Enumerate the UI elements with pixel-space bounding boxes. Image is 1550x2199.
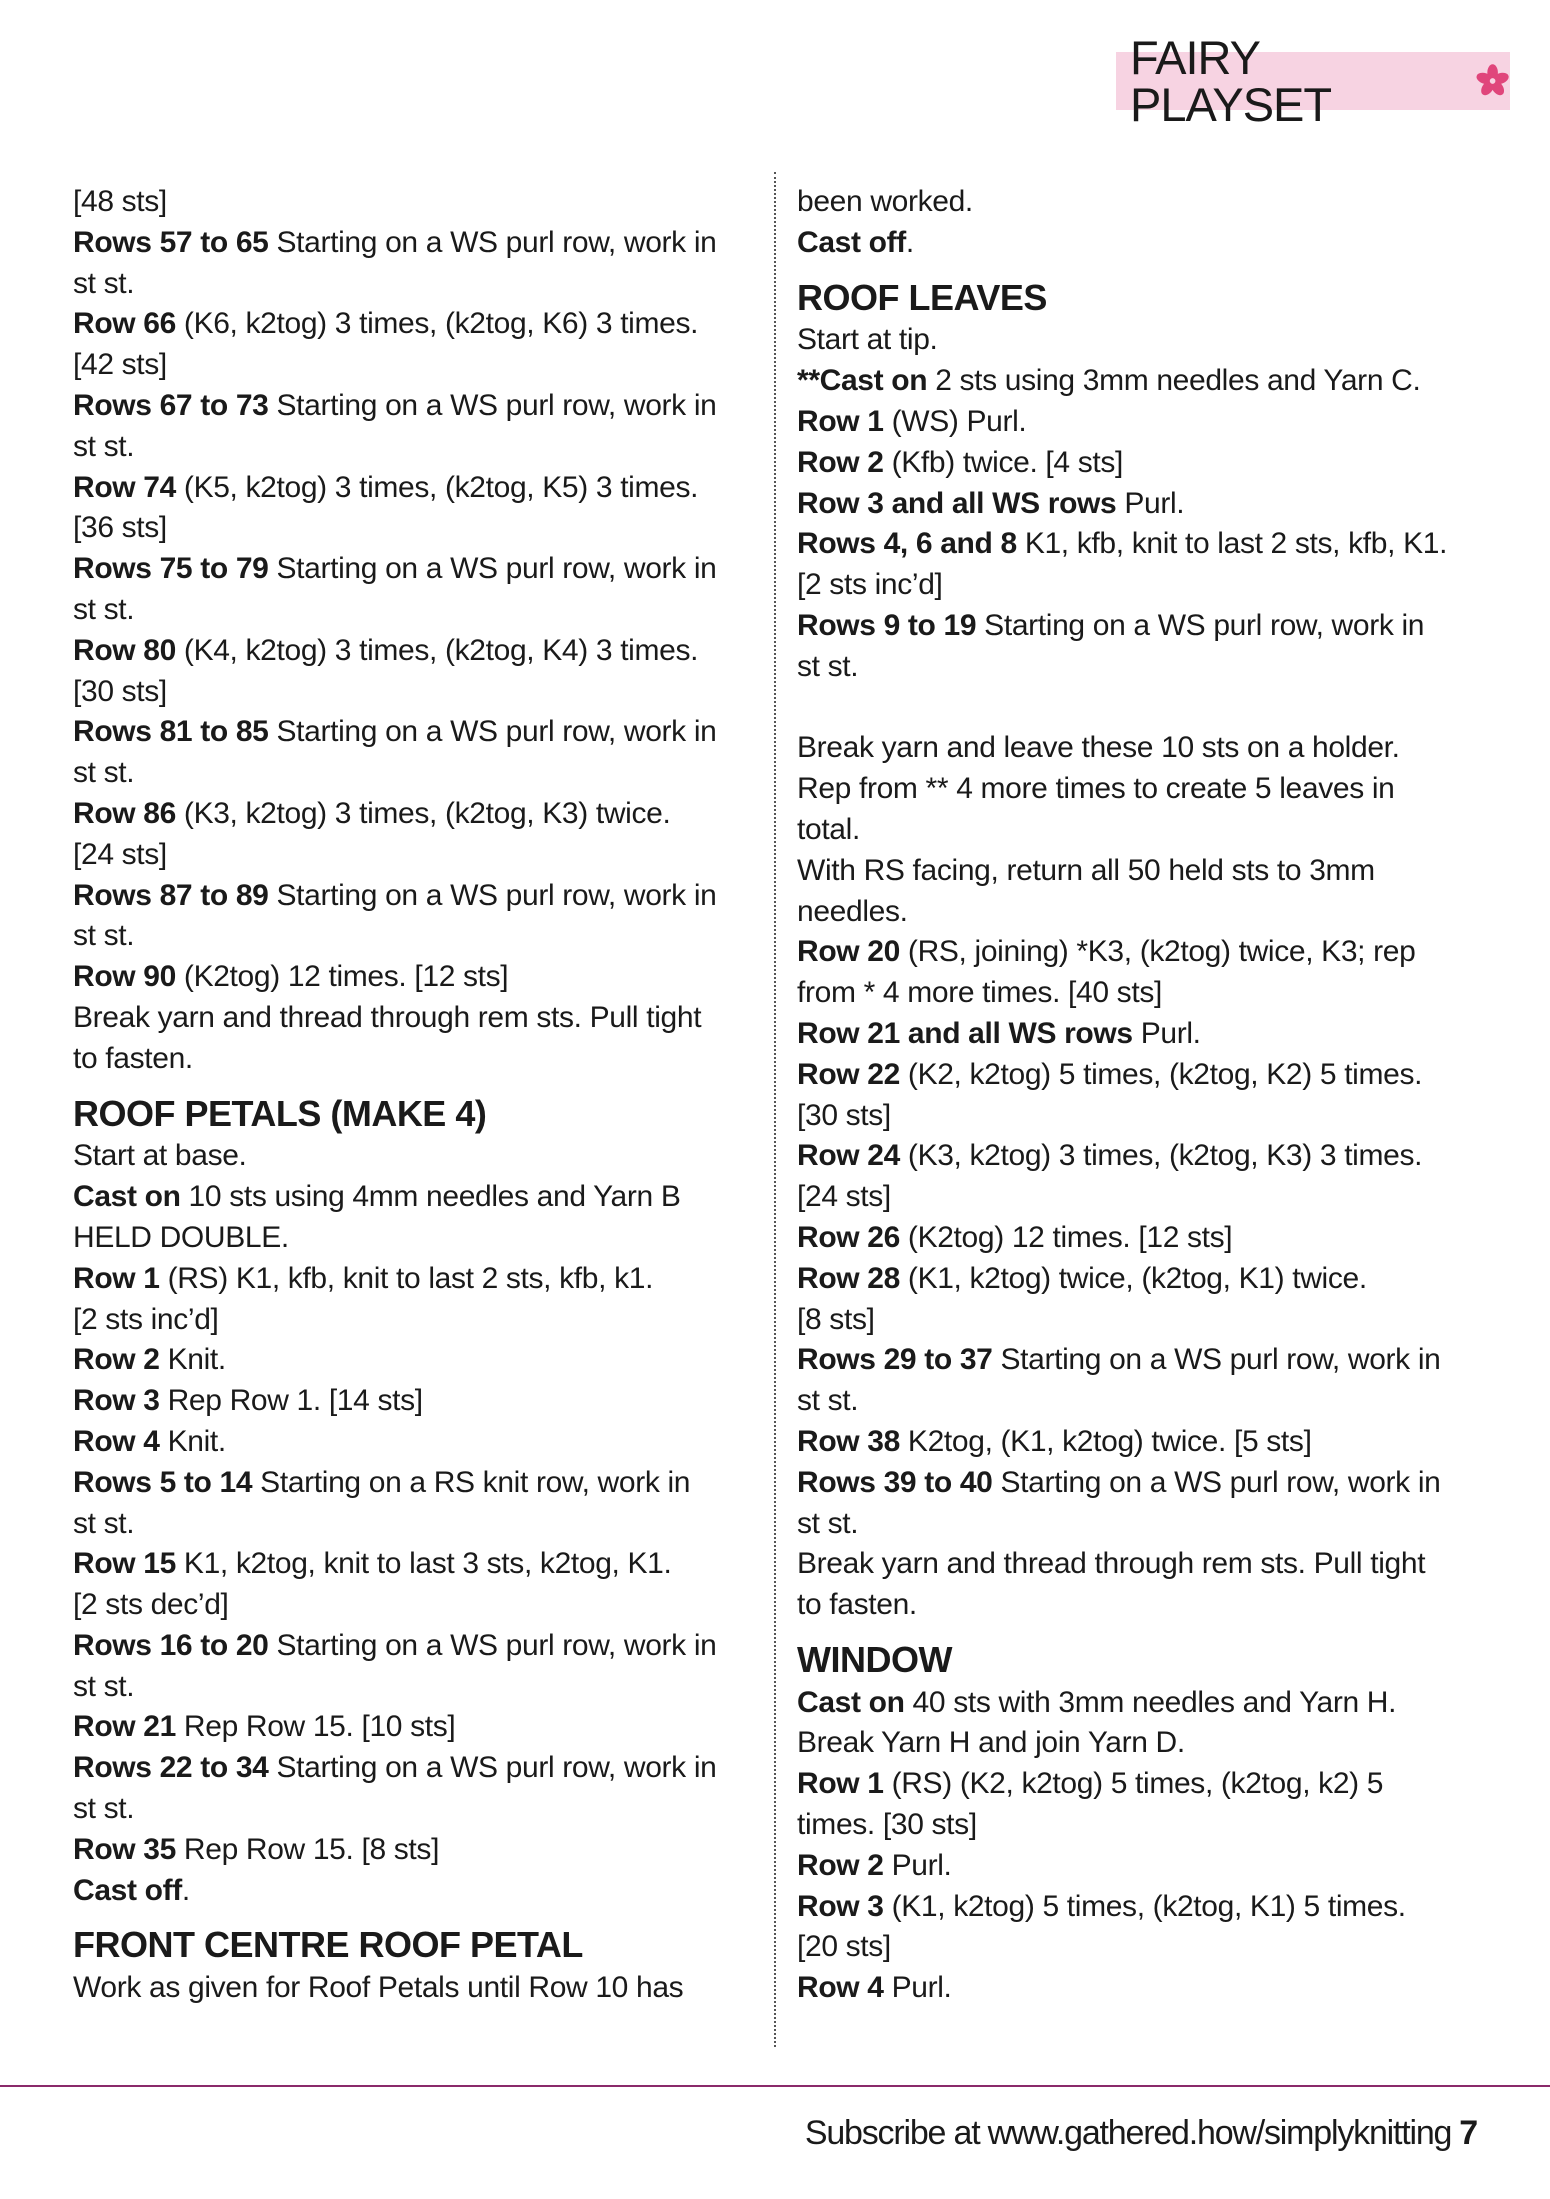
instruction-line (73, 223, 763, 264)
instruction-text: With RS facing, return all 50 held sts to 3mm (797, 853, 1375, 887)
instruction-line (797, 484, 1487, 525)
instruction-line (797, 1218, 1487, 1259)
instruction-line (797, 402, 1487, 443)
row-label: Row 2 (797, 445, 884, 479)
instruction-line (797, 1927, 1487, 1968)
row-label: Rows 9 to 19 (797, 608, 977, 642)
instruction-text: 2 sts using 3mm needles and Yarn C. (927, 364, 1421, 398)
instruction-line (797, 973, 1487, 1014)
row-label: Row 2 (73, 1343, 160, 1377)
instruction-text: Start at tip. (797, 323, 938, 357)
instruction-line (797, 1504, 1487, 1545)
instruction-text: been worked. (797, 185, 973, 218)
instruction-text: Break yarn and thread through rem sts. Pull tight (73, 1000, 702, 1034)
instruction-line (73, 182, 763, 223)
row-label: **Cast on (797, 364, 928, 398)
row-label: Rows 4, 6 and 8 (797, 527, 1017, 561)
instruction-text: Knit. (159, 1424, 226, 1458)
instruction-text: Knit. (159, 1343, 226, 1377)
instruction-text: [36 sts] (73, 511, 167, 545)
instruction-text: Starting on a WS purl row, work in (992, 1465, 1441, 1499)
row-label: Cast off (797, 225, 906, 259)
instruction-text: [20 sts] (797, 1930, 891, 1964)
instruction-line (73, 1707, 763, 1748)
instruction-text: (K2, k2tog) 5 times, (k2tog, K2) 5 times. (899, 1057, 1423, 1091)
footer (805, 2114, 1477, 2153)
instruction-line (797, 1259, 1487, 1300)
instruction-text: . (181, 1873, 190, 1907)
instruction-line (797, 810, 1487, 851)
row-label: Rows 81 to 85 (73, 715, 269, 749)
instruction-text: st st. (797, 1384, 859, 1418)
instruction-line (73, 631, 763, 672)
row-label: Row 2 (797, 1848, 884, 1882)
row-label: Row 38 (797, 1424, 900, 1458)
row-label: Row 1 (73, 1261, 160, 1295)
instruction-line (73, 386, 763, 427)
instruction-line (73, 712, 763, 753)
instruction-line (73, 1039, 763, 1080)
instruction-text: st st. (797, 649, 859, 683)
instruction-line (73, 957, 763, 998)
instruction-line (797, 769, 1487, 810)
instruction-text: [24 sts] (797, 1180, 891, 1214)
instruction-text: K1, k2tog, knit to last 3 sts, k2tog, K1. (175, 1547, 672, 1581)
instruction-line (797, 1300, 1487, 1341)
instruction-line (797, 851, 1487, 892)
row-label: Row 80 (73, 633, 176, 667)
instruction-text: 40 sts with 3mm needles and Yarn H. (904, 1685, 1397, 1719)
instruction-line (73, 1136, 763, 1177)
instruction-text: HELD DOUBLE. (73, 1220, 289, 1254)
row-label: Rows 39 to 40 (797, 1465, 993, 1499)
instruction-text: (K2tog) 12 times. [12 sts] (175, 960, 509, 994)
instruction-line (797, 1177, 1487, 1218)
row-label: Cast on (797, 1685, 905, 1719)
instruction-text: [30 sts] (73, 674, 167, 708)
row-label: Rows 16 to 20 (73, 1628, 269, 1662)
instruction-text: (K3, k2tog) 3 times, (k2tog, K3) twice. (175, 796, 671, 830)
row-label: Row 21 and all WS rows (797, 1016, 1133, 1050)
instruction-text: st st. (73, 919, 135, 953)
row-label: Row 3 (797, 1889, 884, 1923)
instruction-text: Purl. (1116, 486, 1185, 520)
instruction-line (73, 998, 763, 1039)
instruction-text: st st. (73, 1792, 135, 1826)
instruction-line (797, 1723, 1487, 1764)
instruction-line (797, 182, 1487, 223)
left-column (73, 182, 763, 2009)
instruction-line (73, 1218, 763, 1259)
instruction-text: (RS) (K2, k2tog) 5 times, (k2tog, k2) 5 (883, 1767, 1384, 1801)
row-label: Row 4 (797, 1971, 884, 2005)
instruction-line (73, 264, 763, 305)
instruction-text: st st. (73, 266, 135, 300)
instruction-text: Rep Row 15. [8 sts] (175, 1832, 440, 1866)
row-label: Row 24 (797, 1139, 900, 1173)
instruction-text: st st. (797, 1506, 859, 1540)
instruction-text: Rep Row 15. [10 sts] (175, 1710, 456, 1744)
instruction-line (73, 876, 763, 917)
instruction-text: (WS) Purl. (883, 404, 1027, 438)
instruction-line (73, 1626, 763, 1667)
instruction-line (73, 427, 763, 468)
row-label: Row 74 (73, 470, 176, 504)
row-label: Row 4 (73, 1424, 160, 1458)
instruction-text: st st. (73, 592, 135, 626)
instruction-text: K2tog, (K1, k2tog) twice. [5 sts] (899, 1424, 1312, 1458)
instruction-line (797, 1422, 1487, 1463)
section-heading: ROOF PETALS (MAKE 4) (73, 1092, 487, 1134)
instruction-line (797, 647, 1487, 688)
instruction-line (73, 468, 763, 509)
instruction-text: [42 sts] (73, 348, 167, 382)
instruction-line (73, 304, 763, 345)
instruction-text: [2 sts inc’d] (73, 1302, 219, 1336)
instruction-text: st st. (73, 429, 135, 463)
instruction-text: needles. (797, 894, 908, 928)
instruction-text: [30 sts] (797, 1098, 891, 1132)
instruction-line (73, 1340, 763, 1381)
row-label: Row 20 (797, 935, 900, 969)
instruction-text: Starting on a WS purl row, work in (268, 552, 717, 586)
row-label: Row 3 and all WS rows (797, 486, 1117, 520)
row-label: Rows 87 to 89 (73, 878, 269, 912)
row-label: Row 21 (73, 1710, 176, 1744)
instruction-line (797, 606, 1487, 647)
instruction-text: Starting on a WS purl row, work in (976, 608, 1425, 642)
row-label: Rows 57 to 65 (73, 225, 269, 259)
instruction-text: (K6, k2tog) 3 times, (k2tog, K6) 3 times. (175, 307, 699, 341)
instruction-line (73, 1463, 763, 1504)
instruction-text: Purl. (1132, 1016, 1201, 1050)
instruction-line (797, 1463, 1487, 1504)
instruction-text: from * 4 more times. [40 sts] (797, 976, 1162, 1010)
instruction-line (73, 1667, 763, 1708)
row-label: Row 1 (797, 404, 884, 438)
instruction-text: 10 sts using 4mm needles and Yarn B (180, 1180, 681, 1214)
instruction-line (73, 1789, 763, 1830)
row-label: Rows 5 to 14 (73, 1465, 253, 1499)
instruction-line (73, 916, 763, 957)
row-label: Row 86 (73, 796, 176, 830)
row-label: Cast off (73, 1873, 182, 1907)
instruction-text: Starting on a WS purl row, work in (268, 388, 717, 422)
instruction-line (73, 549, 763, 590)
instruction-line (73, 1871, 763, 1912)
instruction-line (73, 1544, 763, 1585)
row-label: Row 28 (797, 1261, 900, 1295)
instruction-line (73, 1585, 763, 1626)
row-label: Row 22 (797, 1057, 900, 1091)
instruction-text: Work as given for Roof Petals until Row 10 has (73, 1971, 684, 2005)
instruction-text: Break yarn and thread through rem sts. Pull tight (797, 1547, 1426, 1581)
instruction-text: Starting on a WS purl row, work in (268, 1628, 717, 1662)
instruction-text: Starting on a RS knit row, work in (252, 1465, 691, 1499)
instruction-text: [24 sts] (73, 837, 167, 871)
instruction-line (73, 1504, 763, 1545)
instruction-text: (RS) K1, kfb, knit to last 2 sts, kfb, k1. (159, 1261, 654, 1295)
section-heading: ROOF LEAVES (797, 276, 1047, 318)
instruction-text: st st. (73, 756, 135, 790)
instruction-line (797, 1096, 1487, 1137)
instruction-text: Rep from ** 4 more times to create 5 leaves in (797, 772, 1395, 806)
row-label: Cast on (73, 1180, 181, 1214)
row-label: Row 15 (73, 1547, 176, 1581)
section-heading: WINDOW (797, 1638, 952, 1680)
instruction-line (797, 1585, 1487, 1626)
instruction-text: [2 sts inc’d] (797, 568, 943, 602)
instruction-line (797, 223, 1487, 264)
instruction-text: (K5, k2tog) 3 times, (k2tog, K5) 3 times. (175, 470, 699, 504)
instruction-text: . (905, 225, 914, 259)
right-column (797, 182, 1487, 2009)
instruction-line (73, 1177, 763, 1218)
section-heading: FRONT CENTRE ROOF PETAL (73, 1924, 583, 1966)
instruction-line (73, 1830, 763, 1871)
instruction-line (797, 524, 1487, 565)
instruction-line (797, 361, 1487, 402)
section-title: FAIRY PLAYSET (1130, 31, 1332, 131)
row-label: Row 26 (797, 1220, 900, 1254)
instruction-line (797, 1968, 1487, 2009)
instruction-text: Purl. (883, 1971, 952, 2005)
instruction-text: Start at base. (73, 1139, 247, 1173)
page-number: 7 (1459, 2114, 1477, 2152)
instruction-line (797, 1136, 1487, 1177)
instruction-line (73, 508, 763, 549)
instruction-line (73, 1748, 763, 1789)
column-divider (774, 172, 776, 2047)
subscribe-link[interactable]: Subscribe at www.gathered.how/simplyknitting (804, 2114, 1452, 2152)
instruction-line (73, 672, 763, 713)
instruction-line (73, 753, 763, 794)
instruction-line (797, 1683, 1487, 1724)
instruction-text: Starting on a WS purl row, work in (268, 225, 717, 259)
instruction-text: times. [30 sts] (797, 1808, 977, 1842)
instruction-line (797, 728, 1487, 769)
instruction-line (797, 1887, 1487, 1928)
section-header-badge (1116, 31, 1510, 131)
blank-line (797, 688, 1487, 729)
instruction-text: Starting on a WS purl row, work in (268, 1751, 717, 1785)
instruction-line (797, 1055, 1487, 1096)
row-label: Rows 29 to 37 (797, 1343, 993, 1377)
footer-rule (0, 2085, 1550, 2087)
instruction-text: (K4, k2tog) 3 times, (k2tog, K4) 3 times. (175, 633, 699, 667)
instruction-line (73, 835, 763, 876)
instruction-text: Rep Row 1. [14 sts] (159, 1384, 423, 1418)
instruction-line (797, 1805, 1487, 1846)
instruction-text: (K1, k2tog) twice, (k2tog, K1) twice. (899, 1261, 1367, 1295)
instruction-text: (K1, k2tog) 5 times, (k2tog, K1) 5 times. (883, 1889, 1406, 1923)
row-label: Row 3 (73, 1384, 160, 1418)
instruction-text: to fasten. (73, 1041, 193, 1075)
instruction-line (797, 1764, 1487, 1805)
row-label: Row 35 (73, 1832, 176, 1866)
instruction-line (797, 1381, 1487, 1422)
instruction-line (797, 892, 1487, 933)
instruction-line (797, 565, 1487, 606)
instruction-text: st st. (73, 1506, 135, 1540)
instruction-line (797, 1340, 1487, 1381)
row-label: Rows 67 to 73 (73, 388, 269, 422)
instruction-text: [2 sts dec’d] (73, 1588, 229, 1622)
instruction-text: (K2tog) 12 times. [12 sts] (899, 1220, 1233, 1254)
instruction-text: [48 sts] (73, 185, 167, 218)
instruction-line (797, 320, 1487, 361)
instruction-text: (K3, k2tog) 3 times, (k2tog, K3) 3 times. (899, 1139, 1423, 1173)
instruction-line (73, 1381, 763, 1422)
instruction-line (797, 1014, 1487, 1055)
instruction-line (73, 794, 763, 835)
row-label: Rows 75 to 79 (73, 552, 269, 586)
instruction-text: Break Yarn H and join Yarn D. (797, 1726, 1185, 1760)
instruction-line (73, 1300, 763, 1341)
instruction-line (797, 932, 1487, 973)
instruction-line (797, 1846, 1487, 1887)
instruction-text: to fasten. (797, 1588, 917, 1622)
instruction-text: Starting on a WS purl row, work in (992, 1343, 1441, 1377)
instruction-line (797, 1544, 1487, 1585)
instruction-text: Break yarn and leave these 10 sts on a holder. (797, 731, 1400, 765)
row-label: Row 1 (797, 1767, 884, 1801)
instruction-text: (RS, joining) *K3, (k2tog) twice, K3; rep (899, 935, 1416, 969)
instruction-line (73, 1259, 763, 1300)
instruction-text: (Kfb) twice. [4 sts] (883, 445, 1123, 479)
instruction-text: Purl. (883, 1848, 952, 1882)
row-label: Row 66 (73, 307, 176, 341)
flower-icon (1475, 63, 1510, 99)
instruction-text: K1, kfb, knit to last 2 sts, kfb, K1. (1016, 527, 1448, 561)
row-label: Row 90 (73, 960, 176, 994)
instruction-text: st st. (73, 1669, 135, 1703)
instruction-line (73, 345, 763, 386)
instruction-text: Starting on a WS purl row, work in (268, 715, 717, 749)
instruction-line (73, 1422, 763, 1463)
instruction-text: Starting on a WS purl row, work in (268, 878, 717, 912)
instruction-text: total. (797, 812, 860, 846)
instruction-line (73, 1968, 763, 2009)
instruction-line (797, 443, 1487, 484)
instruction-text: [8 sts] (797, 1302, 875, 1336)
instruction-line (73, 590, 763, 631)
row-label: Rows 22 to 34 (73, 1751, 269, 1785)
